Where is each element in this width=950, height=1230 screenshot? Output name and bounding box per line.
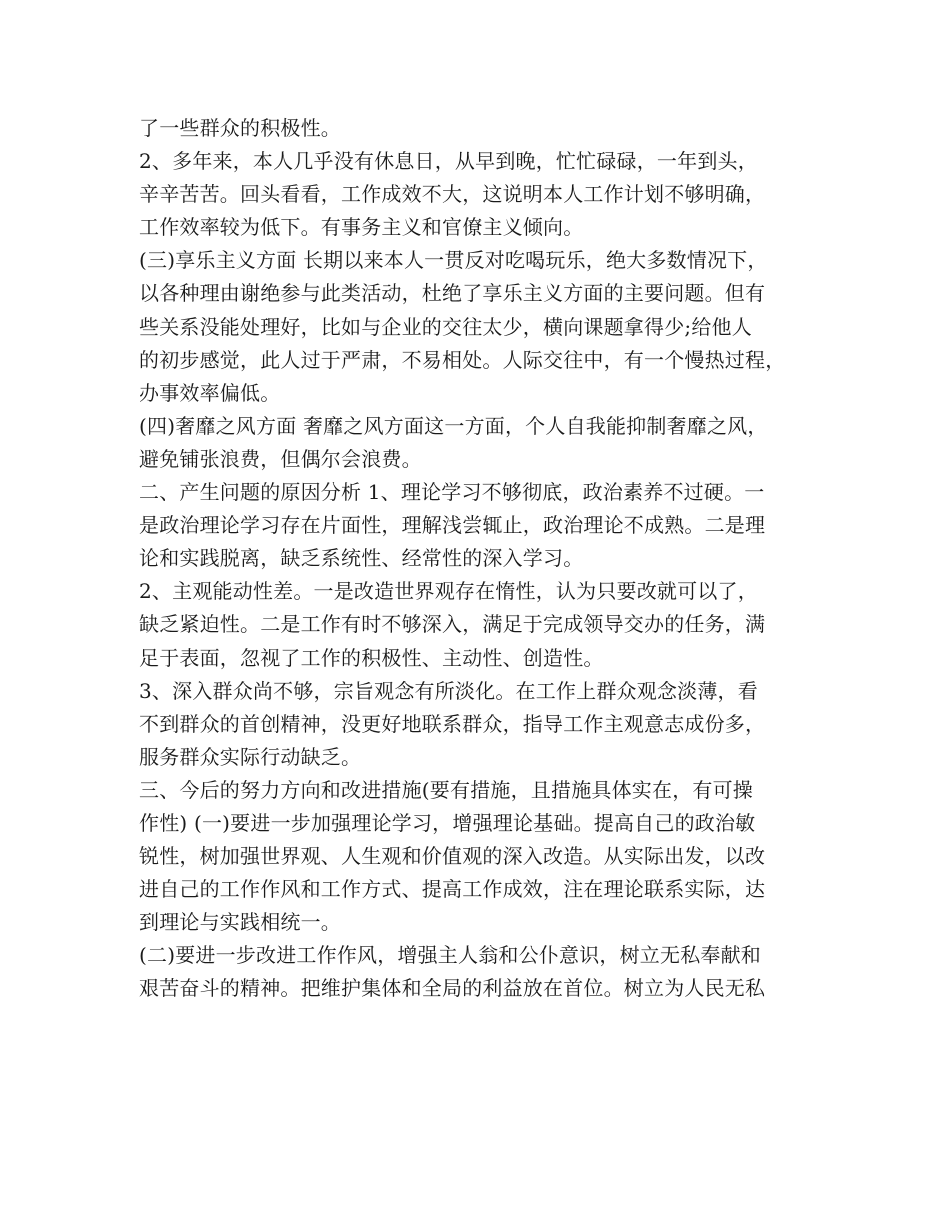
text-line: 到理论与实践相统一。 <box>139 910 341 935</box>
text-line: 缺乏紧迫性。二是工作有时不够深入，满足于完成领导交办的任务，满 <box>139 612 766 637</box>
text-line: 锐性，树加强世界观、人生观和价值观的深入改造。从实际出发，以改 <box>139 844 766 869</box>
text-line: 是政治理论学习存在片面性，理解浅尝辄止，政治理论不成熟。二是理 <box>139 513 766 538</box>
text-line: (四)奢靡之风方面 奢靡之风方面这一方面，个人自我能抑制奢靡之风， <box>139 413 768 438</box>
text-line: 二、产生问题的原因分析 1、理论学习不够彻底，政治素养不过硬。一 <box>139 480 765 505</box>
text-line: 进自己的工作作风和工作方式、提高工作成效，注在理论联系实际，达 <box>139 877 766 902</box>
document-body <box>139 112 839 1006</box>
text-line: 的初步感觉，此人过于严肃，不易相处。人际交往中，有一个慢热过程， <box>139 347 786 372</box>
text-line: 不到群众的首创精神，没更好地联系群众，指导工作主观意志成份多， <box>139 711 766 736</box>
text-line: 作性) (一)要进一步加强理论学习，增强理论基础。提高自己的政治敏 <box>139 810 756 835</box>
text-line: 艰苦奋斗的精神。把维护集体和全局的利益放在首位。树立为人民无私 <box>139 976 766 1001</box>
text-line: 工作效率较为低下。有事务主义和官僚主义倾向。 <box>139 215 584 240</box>
text-line: 避免铺张浪费，但偶尔会浪费。 <box>139 446 422 471</box>
text-line: 三、今后的努力方向和改进措施(要有措施，且措施具体实在，有可操 <box>139 777 754 802</box>
text-line: 了一些群众的积极性。 <box>139 116 341 140</box>
text-line: 些关系没能处理好，比如与企业的交往太少，横向课题拿得少;给他人 <box>139 314 752 339</box>
text-line: (三)享乐主义方面 长期以来本人一贯反对吃喝玩乐，绝大多数情况下， <box>139 248 768 273</box>
text-line: 2、主观能动性差。一是改造世界观存在惰性，认为只要改就可以了， <box>139 579 758 604</box>
text-line: 论和实践脱离，缺乏系统性、经常性的深入学习。 <box>139 546 584 571</box>
text-line: 以各种理由谢绝参与此类活动，杜绝了享乐主义方面的主要问题。但有 <box>139 281 766 306</box>
text-line: 3、深入群众尚不够，宗旨观念有所淡化。在工作上群众观念淡薄，看 <box>139 678 758 703</box>
text-line: 足于表面，忽视了工作的积极性、主动性、创造性。 <box>139 645 604 670</box>
text-line: 2、多年来，本人几乎没有休息日，从早到晚，忙忙碌碌，一年到头， <box>139 149 758 174</box>
text-line: (二)要进一步改进工作作风，增强主人翁和公仆意识，树立无私奉献和 <box>139 943 762 968</box>
text-line: 服务群众实际行动缺乏。 <box>139 744 362 769</box>
text-line: 办事效率偏低。 <box>139 380 281 405</box>
text-line: 辛辛苦苦。回头看看，工作成效不大，这说明本人工作计划不够明确， <box>139 182 766 207</box>
